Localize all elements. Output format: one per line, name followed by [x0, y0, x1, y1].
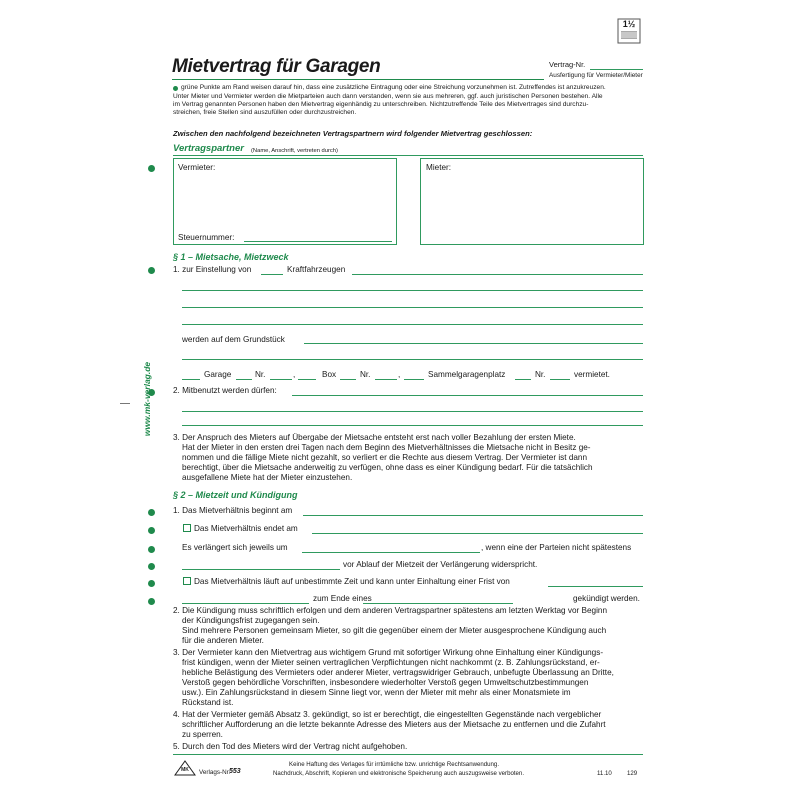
s2-p3: frist kündigen, wenn der Mieter seinen vertraglichen Verpflichtungen nicht nachkommt (z. B. Zahlungsrückstand, er- — [182, 658, 600, 667]
tax-number-label: Steuernummer: — [178, 233, 235, 242]
vermietet-label: vermietet. — [574, 370, 610, 379]
s2-l3-pre: Es verlängert sich jeweils um — [182, 543, 288, 552]
contract-no-field[interactable] — [590, 69, 643, 70]
extension-field[interactable] — [302, 552, 480, 553]
entry-dot-icon — [148, 563, 155, 570]
margin-mark — [120, 403, 130, 404]
tenant-label: Mieter: — [426, 163, 452, 172]
indefinite-term-checkbox[interactable] — [183, 577, 191, 585]
s1-p3: Hat der Mieter in den ersten drei Tagen nach dem Beginn des Mietverhältnisses die Mietsache nicht in Besitz ge- — [182, 443, 591, 452]
nr-label: Nr. — [255, 370, 266, 379]
property-field[interactable] — [182, 359, 643, 360]
box-nr-field[interactable] — [340, 379, 356, 380]
s2-l4: vor Ablauf der Mietzeit der Verlängerung widerspricht. — [343, 560, 538, 569]
s1-p2: 2. Mitbenutzt werden dürfen: — [173, 386, 277, 395]
sammel-nr-field[interactable] — [515, 379, 531, 380]
intro-line: grüne Punkte am Rand weisen darauf hin, dass eine zusätzliche Eintragung oder eine Streichung vorzunehmen ist. Zutreffendes ist anzukreuzen. — [181, 84, 606, 91]
garage-label: Garage — [204, 370, 232, 379]
landlord-label: Vermieter: — [178, 163, 216, 172]
s1-p3: ausgefallene Miete hat der Mieter einzustehen. — [182, 473, 353, 482]
vehicle-field[interactable] — [182, 324, 643, 325]
parties-heading-note: (Name, Anschrift, vertreten durch) — [251, 148, 338, 154]
vehicle-count-field[interactable] — [261, 274, 283, 275]
notice-period-field[interactable] — [548, 586, 643, 587]
contract-no-label: Vertrag-Nr. — [549, 60, 586, 69]
entry-dot-icon — [148, 546, 155, 553]
tenant-box[interactable] — [420, 158, 644, 245]
s1-p1-prefix: 1. zur Einstellung von — [173, 265, 252, 274]
notice-field[interactable] — [182, 603, 309, 604]
title-rule — [172, 79, 544, 80]
sammel-count-field[interactable] — [404, 379, 424, 380]
garage-count-field[interactable] — [182, 379, 200, 380]
s1-p3: 3. Der Anspruch des Mieters auf Übergabe der Mietsache entsteht erst nach voller Bezahlung der ersten Miete. — [173, 433, 576, 442]
box-label: Box — [322, 370, 337, 379]
publisher-logo-text: MK — [181, 767, 189, 773]
s2-p4: zu sperren. — [182, 730, 223, 739]
comma: , — [398, 370, 401, 379]
form-code: 129 — [627, 770, 638, 777]
sidebar-url: www.mk-verlag.de — [142, 361, 152, 437]
start-date-field[interactable] — [303, 515, 643, 516]
s2-p2: 2. Die Kündigung muss schriftlich erfolgen und dem anderen Vertragspartner spätestens am letzten Werktag vor Beginn — [173, 606, 608, 615]
comma: , — [293, 370, 296, 379]
disclaimer: Keine Haftung des Verlages für irrtümliche bzw. unrichtige Rechtsanwendung. — [289, 761, 500, 768]
garage-nr-value-field[interactable] — [270, 379, 292, 380]
entry-dot-icon — [148, 165, 155, 172]
intro-line: Unter Mieter und Vermieter werden die Mietparteien auch dann verstanden, wenn sie aus mehreren, ggf. auch juristischen Personen bestehen. Alle — [173, 93, 603, 100]
entry-dot-icon — [148, 509, 155, 516]
s2-l5: Das Mietverhältnis läuft auf unbestimmte Zeit und kann unter Einhaltung einer Frist von — [194, 577, 510, 586]
s2-p2: Sind mehrere Personen gemeinsam Mieter, so gilt die gegenüber einem der Mieter ausgesprochene Kündigung auch — [182, 626, 607, 635]
sammel-label: Sammelgaragenplatz — [428, 370, 506, 379]
intro-line: streichen, freie Stellen sind auszufüllen oder durchzustreichen. — [173, 109, 357, 116]
copies-badge: 1½ — [622, 19, 636, 29]
s2-p3: 3. Der Vermieter kann den Mietvertrag aus wichtigem Grund mit sofortiger Wirkung ohne Einhaltung einer Kündigungs- — [173, 648, 604, 657]
sammel-nr-value-field[interactable] — [550, 379, 570, 380]
s2-p3: hebliche Belästigung des Vermieters oder anderer Mieter, vertragswidriger Gebrauch, unbefugte Überlassung an Dritte, — [182, 668, 614, 677]
s2-l6-pre: zum Ende eines — [313, 594, 372, 603]
garage-nr-field[interactable] — [236, 379, 252, 380]
s2-p4: schriftlicher Aufforderung an die letzte bekannte Adresse des Mieters aus der Mietsache zu entfernen und die Zufahrt — [182, 720, 606, 729]
intro-line: im Vertrag genannten Personen haben den Mietvertrag eigenhändig zu unterschreiben. Nichtzutreffende Teile des Mietvertrages sind durchzu- — [173, 101, 589, 108]
property-field[interactable] — [304, 343, 643, 344]
page-title: Mietvertrag für Garagen — [172, 56, 381, 77]
nr-label: Nr. — [360, 370, 371, 379]
s2-p2: der Kündigungsfrist zugegangen sein. — [182, 616, 320, 625]
copy-label: Ausfertigung für Vermieter/Mieter — [549, 72, 643, 79]
edition-date: 11.10 — [597, 770, 612, 777]
s2-l6-post: gekündigt werden. — [573, 594, 640, 603]
entry-dot-icon — [148, 267, 155, 274]
s2-l1: 1. Das Mietverhältnis beginnt am — [173, 506, 293, 515]
entry-dot-icon — [148, 598, 155, 605]
footer-rule — [173, 754, 643, 755]
shared-use-field[interactable] — [182, 411, 643, 412]
s2-p5: 5. Durch den Tod des Mieters wird der Vertrag nicht aufgehoben. — [173, 742, 408, 751]
vehicle-field[interactable] — [182, 290, 643, 291]
s1-p3: nommen und die fällige Miete nicht gezahlt, so verliert er die Rechte aus diesem Vertrag. Der Vermieter ist dann — [182, 453, 588, 462]
parties-rule — [173, 155, 643, 156]
verlag-label: Verlags-Nr. — [199, 769, 231, 776]
vehicle-field[interactable] — [352, 274, 643, 275]
intro-dot-icon — [173, 86, 178, 91]
s1-p1-suffix: Kraftfahrzeugen — [287, 265, 346, 274]
period-end-field[interactable] — [363, 603, 513, 604]
parties-heading: Vertragspartner — [173, 143, 244, 154]
s2-p3: Rückstand ist. — [182, 698, 234, 707]
entry-dot-icon — [148, 527, 155, 534]
section2-heading: § 2 – Mietzeit und Kündigung — [173, 490, 298, 500]
s1-p3: berechtigt, über die Mietsache anderweitig zu verfügen, ohne dass es einer Kündigung bedarf. Für die tatsächlich — [182, 463, 593, 472]
vehicle-field[interactable] — [182, 307, 643, 308]
entry-dot-icon — [148, 580, 155, 587]
s2-l3-post: , wenn eine der Parteien nicht spätestens — [481, 543, 632, 552]
shared-use-field[interactable] — [182, 425, 643, 426]
s2-p4: 4. Hat der Vermieter gemäß Absatz 3. gekündigt, so ist er berechtigt, die eingestellten Gegenstände nach vergeblicher — [173, 710, 602, 719]
tax-number-field[interactable] — [244, 241, 392, 242]
shared-use-field[interactable] — [292, 395, 643, 396]
nr-label: Nr. — [535, 370, 546, 379]
verlag-number: 553 — [229, 768, 241, 775]
section1-heading: § 1 – Mietsache, Mietzweck — [173, 252, 289, 262]
s2-l2: Das Mietverhältnis endet am — [194, 524, 298, 533]
s2-p3: usw.). Ein Zahlungsrückstand in diesem Sinne liegt vor, wenn der Mieter mit mehr als einer Monatsmiete im — [182, 688, 571, 697]
objection-field[interactable] — [182, 569, 340, 570]
s2-p2: für die anderen Mieter. — [182, 636, 264, 645]
box-nr-value-field[interactable] — [375, 379, 397, 380]
fixed-term-checkbox[interactable] — [183, 524, 191, 532]
disclaimer: Nachdruck, Abschrift, Kopieren und elektronische Speicherung auch auszugsweise verboten. — [273, 770, 525, 777]
end-date-field[interactable] — [312, 533, 643, 534]
intro-bold-line: Zwischen den nachfolgend bezeichneten Vertragspartnern wird folgender Mietvertrag geschlossen: — [173, 129, 533, 138]
box-count-field[interactable] — [298, 379, 316, 380]
s2-p3: Verstoß gegen behördliche Vorschriften, insbesondere wiederholter Verstoß gegen Umweltschutzbestimmungen — [182, 678, 589, 687]
grundstueck-label: werden auf dem Grundstück — [182, 335, 285, 344]
